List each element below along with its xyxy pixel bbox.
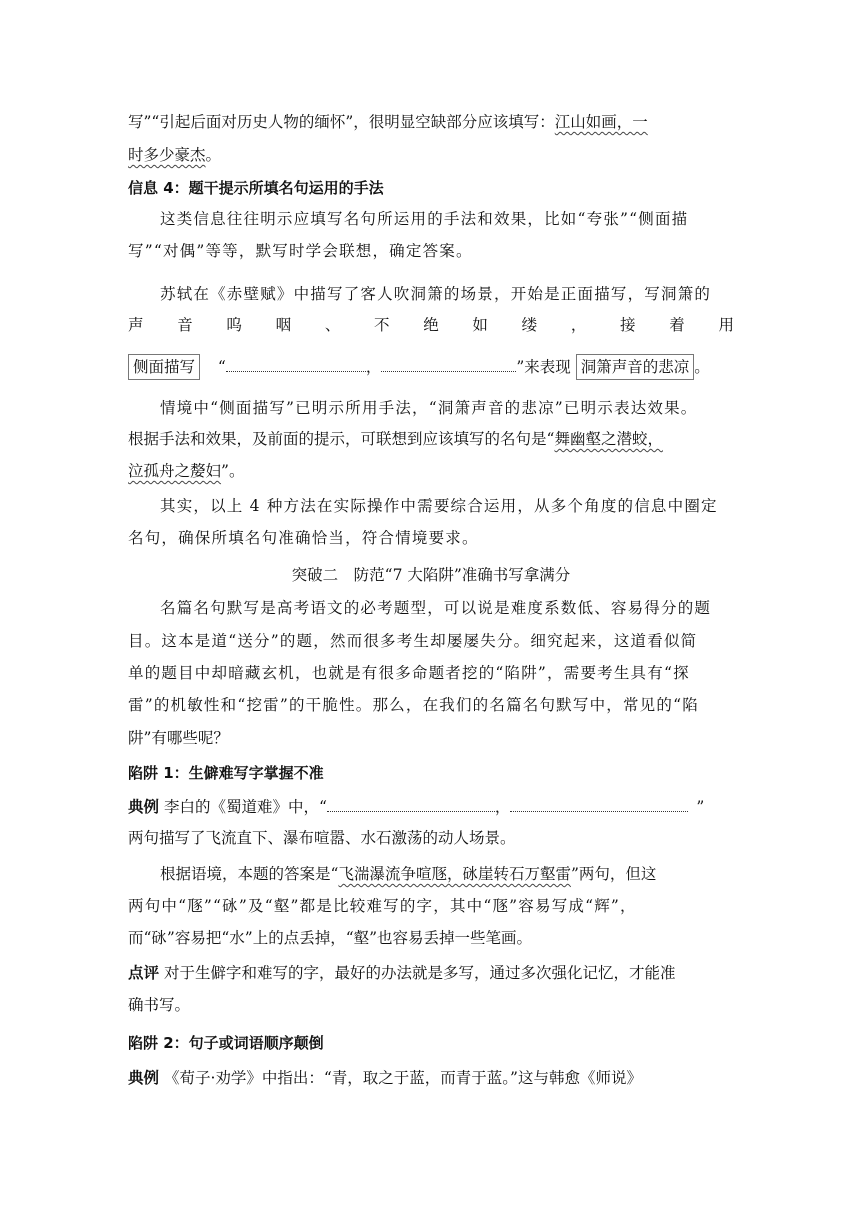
justified-char: 绝 (423, 316, 439, 334)
paragraph-line: 苏轼在《赤壁赋》中描写了客人吹洞箫的场景，开始是正面描写，写洞箫的 (160, 285, 712, 303)
text-span: 。 (205, 146, 222, 164)
section-heading-info4: 信息 4：题干提示所填名句运用的手法 (128, 179, 384, 197)
text-span: ” (696, 798, 705, 816)
example-line (128, 1067, 734, 1089)
review-line (128, 962, 734, 984)
paragraph-line: 两句描写了飞流直下、瀑布喧嚣、水石激荡的动人场景。 (128, 829, 516, 847)
paragraph-line: 两句中“豗”“砯”及“壑”都是比较难写的字，其中“豗”容易写成“辉”， (128, 897, 637, 915)
answer-text: 飞湍瀑流争喧豗，砯崖转石万壑雷 (338, 865, 571, 883)
answer-blank[interactable] (510, 795, 688, 812)
trap-heading-1: 陷阱 1：生僻难写字掌握不准 (128, 764, 324, 782)
paragraph-line: 目。这本是道“送分”的题，然而很多考生却屡屡失分。细究起来，这道看似简 (128, 632, 698, 650)
answer-text: 舞幽壑之潜蛟， (554, 430, 663, 448)
answer-text: 时多少豪杰 (128, 146, 206, 164)
text-span: 。 (694, 358, 710, 376)
justified-line (128, 314, 734, 336)
justified-char: 用 (718, 316, 734, 334)
text-span: 写”“引起后面对历史人物的缅怀”，很明显空缺部分应该填写： (128, 113, 555, 131)
paragraph-line: 确书写。 (128, 996, 191, 1014)
paragraph-line: 而“砯”容易把“水”上的点丢掉，“壑”也容易丢掉一些笔画。 (128, 929, 533, 947)
justified-char: 着 (669, 316, 685, 334)
example-label: 典例 (128, 1069, 160, 1087)
text-span: ”。 (221, 462, 245, 480)
paragraph-line (128, 144, 734, 166)
example-label: 典例 (128, 798, 160, 816)
justified-char: ， (570, 316, 587, 334)
paragraph-line: 阱”有哪些呢？ (128, 729, 229, 747)
text-span: 《荀子·劝学》中指出：“青，取之于蓝，而青于蓝。”这与韩愈《师说》 (163, 1069, 642, 1087)
justified-char: 呜 (226, 316, 242, 334)
text-span: “ (217, 358, 226, 376)
answer-text: 泣孤舟之嫠妇 (128, 462, 222, 480)
paragraph-line: 情境中“侧面描写”已明示所用手法，“洞箫声音的悲凉”已明示表达效果。 (160, 399, 698, 417)
paragraph-line (160, 863, 734, 885)
answer-text: 江山如画，一 (554, 113, 648, 131)
text-span: ”来表现 (516, 358, 571, 376)
justified-char: 、 (324, 316, 341, 334)
paragraph-line: 名篇名句默写是高考语文的必考题型，可以说是难度系数低、容易得分的题 (160, 599, 712, 617)
text-span: 李白的《蜀道难》中，“ (163, 798, 327, 816)
text-span: ， (365, 358, 382, 376)
justified-char: 接 (620, 316, 636, 334)
trap-heading-2: 陷阱 2：句子或词语顺序颠倒 (128, 1034, 324, 1052)
paragraph-line: 其实，以上 4 种方法在实际操作中需要综合运用，从多个角度的信息中圈定 (160, 497, 718, 515)
boxed-effect: 洞箫声音的悲凉 (576, 354, 695, 380)
paragraph-line (128, 428, 734, 450)
example-line (128, 795, 734, 818)
answer-blank[interactable] (226, 355, 366, 372)
justified-char: 如 (472, 316, 488, 334)
paragraph-line: 这类信息往往明示应填写名句所运用的手法和效果，比如“夸张”“侧面描 (160, 210, 689, 228)
text-span: ”两句，但这 (570, 865, 657, 883)
paragraph-line: 名句，确保所填名句准确恰当，符合情境要求。 (128, 529, 479, 547)
justified-char: 缕 (521, 316, 538, 334)
justified-char: 声 (128, 316, 144, 334)
text-span: ， (494, 798, 511, 816)
section-title: 突破二 防范“7 大陷阱”准确书写拿满分 (291, 566, 571, 584)
justified-char: 咽 (275, 316, 292, 334)
text-span: 对于生僻字和难写的字，最好的办法就是多写，通过多次强化记忆，才能准 (163, 964, 676, 982)
fill-in-line (128, 354, 734, 380)
paragraph-line: 雷”的机敏性和“挖雷”的干脆性。那么，在我们的名篇名句默写中，常见的“陷 (128, 696, 699, 714)
answer-blank[interactable] (381, 355, 516, 372)
review-label: 点评 (128, 964, 160, 982)
answer-blank[interactable] (327, 795, 495, 812)
paragraph-line (128, 111, 734, 133)
paragraph-line: 单的题目中却暗藏玄机，也就是有很多命题者挖的“陷阱”，需要考生具有“探 (128, 664, 690, 682)
paragraph-line (128, 460, 734, 482)
justified-char: 不 (374, 316, 390, 334)
justified-char: 音 (177, 316, 193, 334)
text-span: 根据语境，本题的答案是“ (160, 865, 339, 883)
boxed-technique: 侧面描写 (128, 354, 200, 380)
text-span: 根据手法和效果，及前面的提示，可联想到应该填写的名句是“ (128, 430, 555, 448)
paragraph-line: 写”“对偶”等等，默写时学会联想，确定答案。 (128, 242, 473, 260)
